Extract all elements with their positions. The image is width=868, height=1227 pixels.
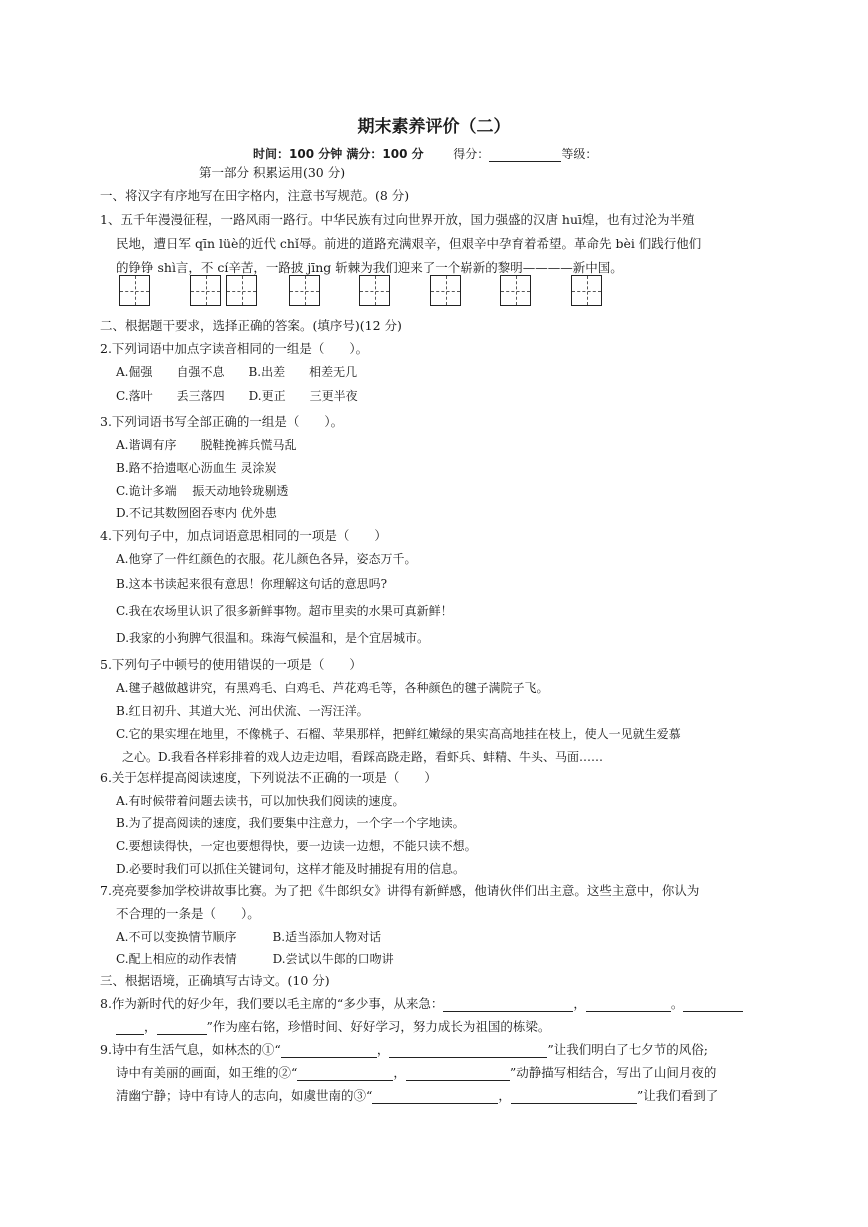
question-option: C.诡计多端 振天动地铃珑剔透 <box>116 484 289 498</box>
score-label: 得分： <box>453 147 490 161</box>
question-stem: 5.下列句子中顿号的使用错误的一项是（ ） <box>100 657 362 672</box>
q9-text: 9.诗中有生活气息，如林杰的①“ <box>100 1042 281 1057</box>
fill-blank[interactable] <box>406 1066 510 1081</box>
question-stem: 不合理的一条是（ ）。 <box>116 906 260 921</box>
s1-line: 1、五千年漫漫征程，一路风雨一路行。中华民族有过向世界开放，国力强盛的汉唐 huī煌，也有过沦为半殖 <box>100 212 695 227</box>
question-option: B.路不拾遗呕心沥血生 灵涂炭 <box>116 461 277 475</box>
fill-blank[interactable] <box>116 1020 144 1035</box>
question-option: C.它的果实埋在地里，不像桃子、石榴、苹果那样，把鲜红嫩绿的果实高高地挂在枝上，使人一见就生爱慕 <box>116 727 681 741</box>
q9-text: ”动静描写相结合，写出了山间月夜的 <box>509 1065 717 1080</box>
question-option: B.这本书读起来很有意思！你理解这句话的意思吗? <box>116 577 388 591</box>
fill-blank[interactable] <box>281 1043 377 1058</box>
tianzige-box[interactable] <box>359 275 390 306</box>
question-option: C.我在农场里认识了很多新鲜事物。超市里卖的水果可真新鲜！ <box>116 604 453 618</box>
question-stem: 6.关于怎样提高阅读速度，下列说法不正确的一项是（ ） <box>100 770 437 785</box>
question-option: A.不可以变换情节顺序 B.适当添加人物对话 <box>116 930 382 944</box>
q9-text: 清幽宁静；诗中有诗人的志向，如虞世南的③“ <box>116 1088 373 1103</box>
fill-blank[interactable] <box>389 1043 547 1058</box>
q9-text: ”让我们看到了 <box>636 1088 719 1103</box>
question-option: B.为了提高阅读的速度，我们要集中注意力，一个字一个字地读。 <box>116 816 465 830</box>
section2-heading: 二、根据题干要求，选择正确的答案。(填序号)(12 分) <box>100 318 402 333</box>
q9-text: 诗中有美丽的画面，如王维的②“ <box>116 1065 298 1080</box>
fill-blank[interactable] <box>683 997 743 1012</box>
page-title: 期末素养评价（二） <box>357 117 511 137</box>
fill-blank[interactable] <box>586 997 671 1012</box>
question-stem: 7.亮亮要参加学校讲故事比赛。为了把《牛郎织女》讲得有新鲜感，他请伙伴们出主意。这些主意中，你认为 <box>100 883 700 898</box>
question-option: A.有时候带着问题去读书，可以加快我们阅读的速度。 <box>116 794 405 808</box>
question-option: 之心。D.我看各样彩排着的戏人边走边唱，看踩高跷走路，看虾兵、蚌精、牛头、马面…… <box>122 750 604 764</box>
fill-blank[interactable] <box>297 1066 393 1081</box>
exam-meta <box>253 145 597 162</box>
question-option: D.我家的小狗脾气很温和。珠海气候温和，是个宜居城市。 <box>116 631 430 645</box>
question-option: A.谐调有序 脱鞋挽裤兵慌马乱 <box>116 438 297 452</box>
q8-line1 <box>100 996 743 1012</box>
question-option: D.不记其数囫囵吞枣内 优外患 <box>116 506 277 520</box>
fill-blank[interactable] <box>443 997 573 1012</box>
section1-heading: 一、将汉字有序地写在田字格内，注意书写规范。(8 分) <box>100 188 410 203</box>
tianzige-box[interactable] <box>226 275 257 306</box>
fill-blank[interactable] <box>157 1020 207 1035</box>
q8-period: 。 <box>670 996 684 1011</box>
grade-label: 等级： <box>561 147 598 161</box>
q8-comma: ， <box>144 1019 157 1034</box>
q8-comma: ， <box>573 996 586 1011</box>
question-option: C.配上相应的动作表情 D.尝试以牛郎的口吻讲 <box>116 952 394 966</box>
question-option: C.要想读得快，一定也要想得快，要一边读一边想，不能只读不想。 <box>116 839 477 853</box>
part1-heading: 第一部分 积累运用(30 分) <box>199 165 346 180</box>
section3-heading: 三、根据语境，正确填写古诗文。(10 分) <box>100 973 330 988</box>
question-option: C.落叶 丢三落四 D.更正 三更半夜 <box>116 389 358 403</box>
fill-blank[interactable] <box>511 1089 637 1104</box>
tianzige-box[interactable] <box>190 275 221 306</box>
question-stem: 4.下列句子中，加点词语意思相同的一项是（ ） <box>100 528 387 543</box>
time-score-info: 时间：100 分钟 满分：100 分 <box>253 147 424 161</box>
q9-line2 <box>116 1065 716 1081</box>
q8-text: 8.作为新时代的好少年，我们要以毛主席的“多少事，从来急： <box>100 996 444 1011</box>
q9-comma: ， <box>393 1065 406 1080</box>
question-stem: 3.下列词语书写全部正确的一组是（ ）。 <box>100 414 344 429</box>
tianzige-box[interactable] <box>571 275 602 306</box>
q9-line1 <box>100 1042 708 1058</box>
q8-text: ”作为座右铭，珍惜时间、好好学习，努力成长为祖国的栋梁。 <box>206 1019 551 1034</box>
score-blank[interactable] <box>489 147 561 162</box>
tianzige-box[interactable] <box>119 275 150 306</box>
q9-line3 <box>116 1088 718 1104</box>
q9-text: ”让我们明白了七夕节的风俗; <box>547 1042 708 1057</box>
tianzige-box[interactable] <box>430 275 461 306</box>
tianzige-box[interactable] <box>500 275 531 306</box>
q9-comma: ， <box>498 1088 511 1103</box>
tianzige-box[interactable] <box>289 275 320 306</box>
fill-blank[interactable] <box>372 1089 498 1104</box>
q8-line2 <box>116 1019 550 1035</box>
question-option: A.他穿了一件红颜色的衣服。花儿颜色各异，姿态万千。 <box>116 552 417 566</box>
question-option: A.倔强 自强不息 B.出差 相差无几 <box>116 365 358 379</box>
question-option: D.必要时我们可以抓住关键词句，这样才能及时捕捉有用的信息。 <box>116 862 466 876</box>
question-option: B.红日初升、其道大光、河出伏流、一泻汪洋。 <box>116 704 369 718</box>
question-option: A.毽子越做越讲究，有黑鸡毛、白鸡毛、芦花鸡毛等，各种颜色的毽子满院子飞。 <box>116 681 549 695</box>
q9-comma: ， <box>376 1042 390 1057</box>
s1-line: 的铮铮 shì言，不 cí辛苦，一路披 jīng 斩棘为我们迎来了一个崭新的黎明————新中国。 <box>116 260 623 275</box>
question-stem: 2.下列词语中加点字读音相同的一组是（ ）。 <box>100 341 369 356</box>
s1-line: 民地，遭日军 qīn lüè的近代 chǐ辱。前进的道路充满艰辛，但艰辛中孕育着希望。革命先 bèi 们践行他们 <box>116 236 702 251</box>
